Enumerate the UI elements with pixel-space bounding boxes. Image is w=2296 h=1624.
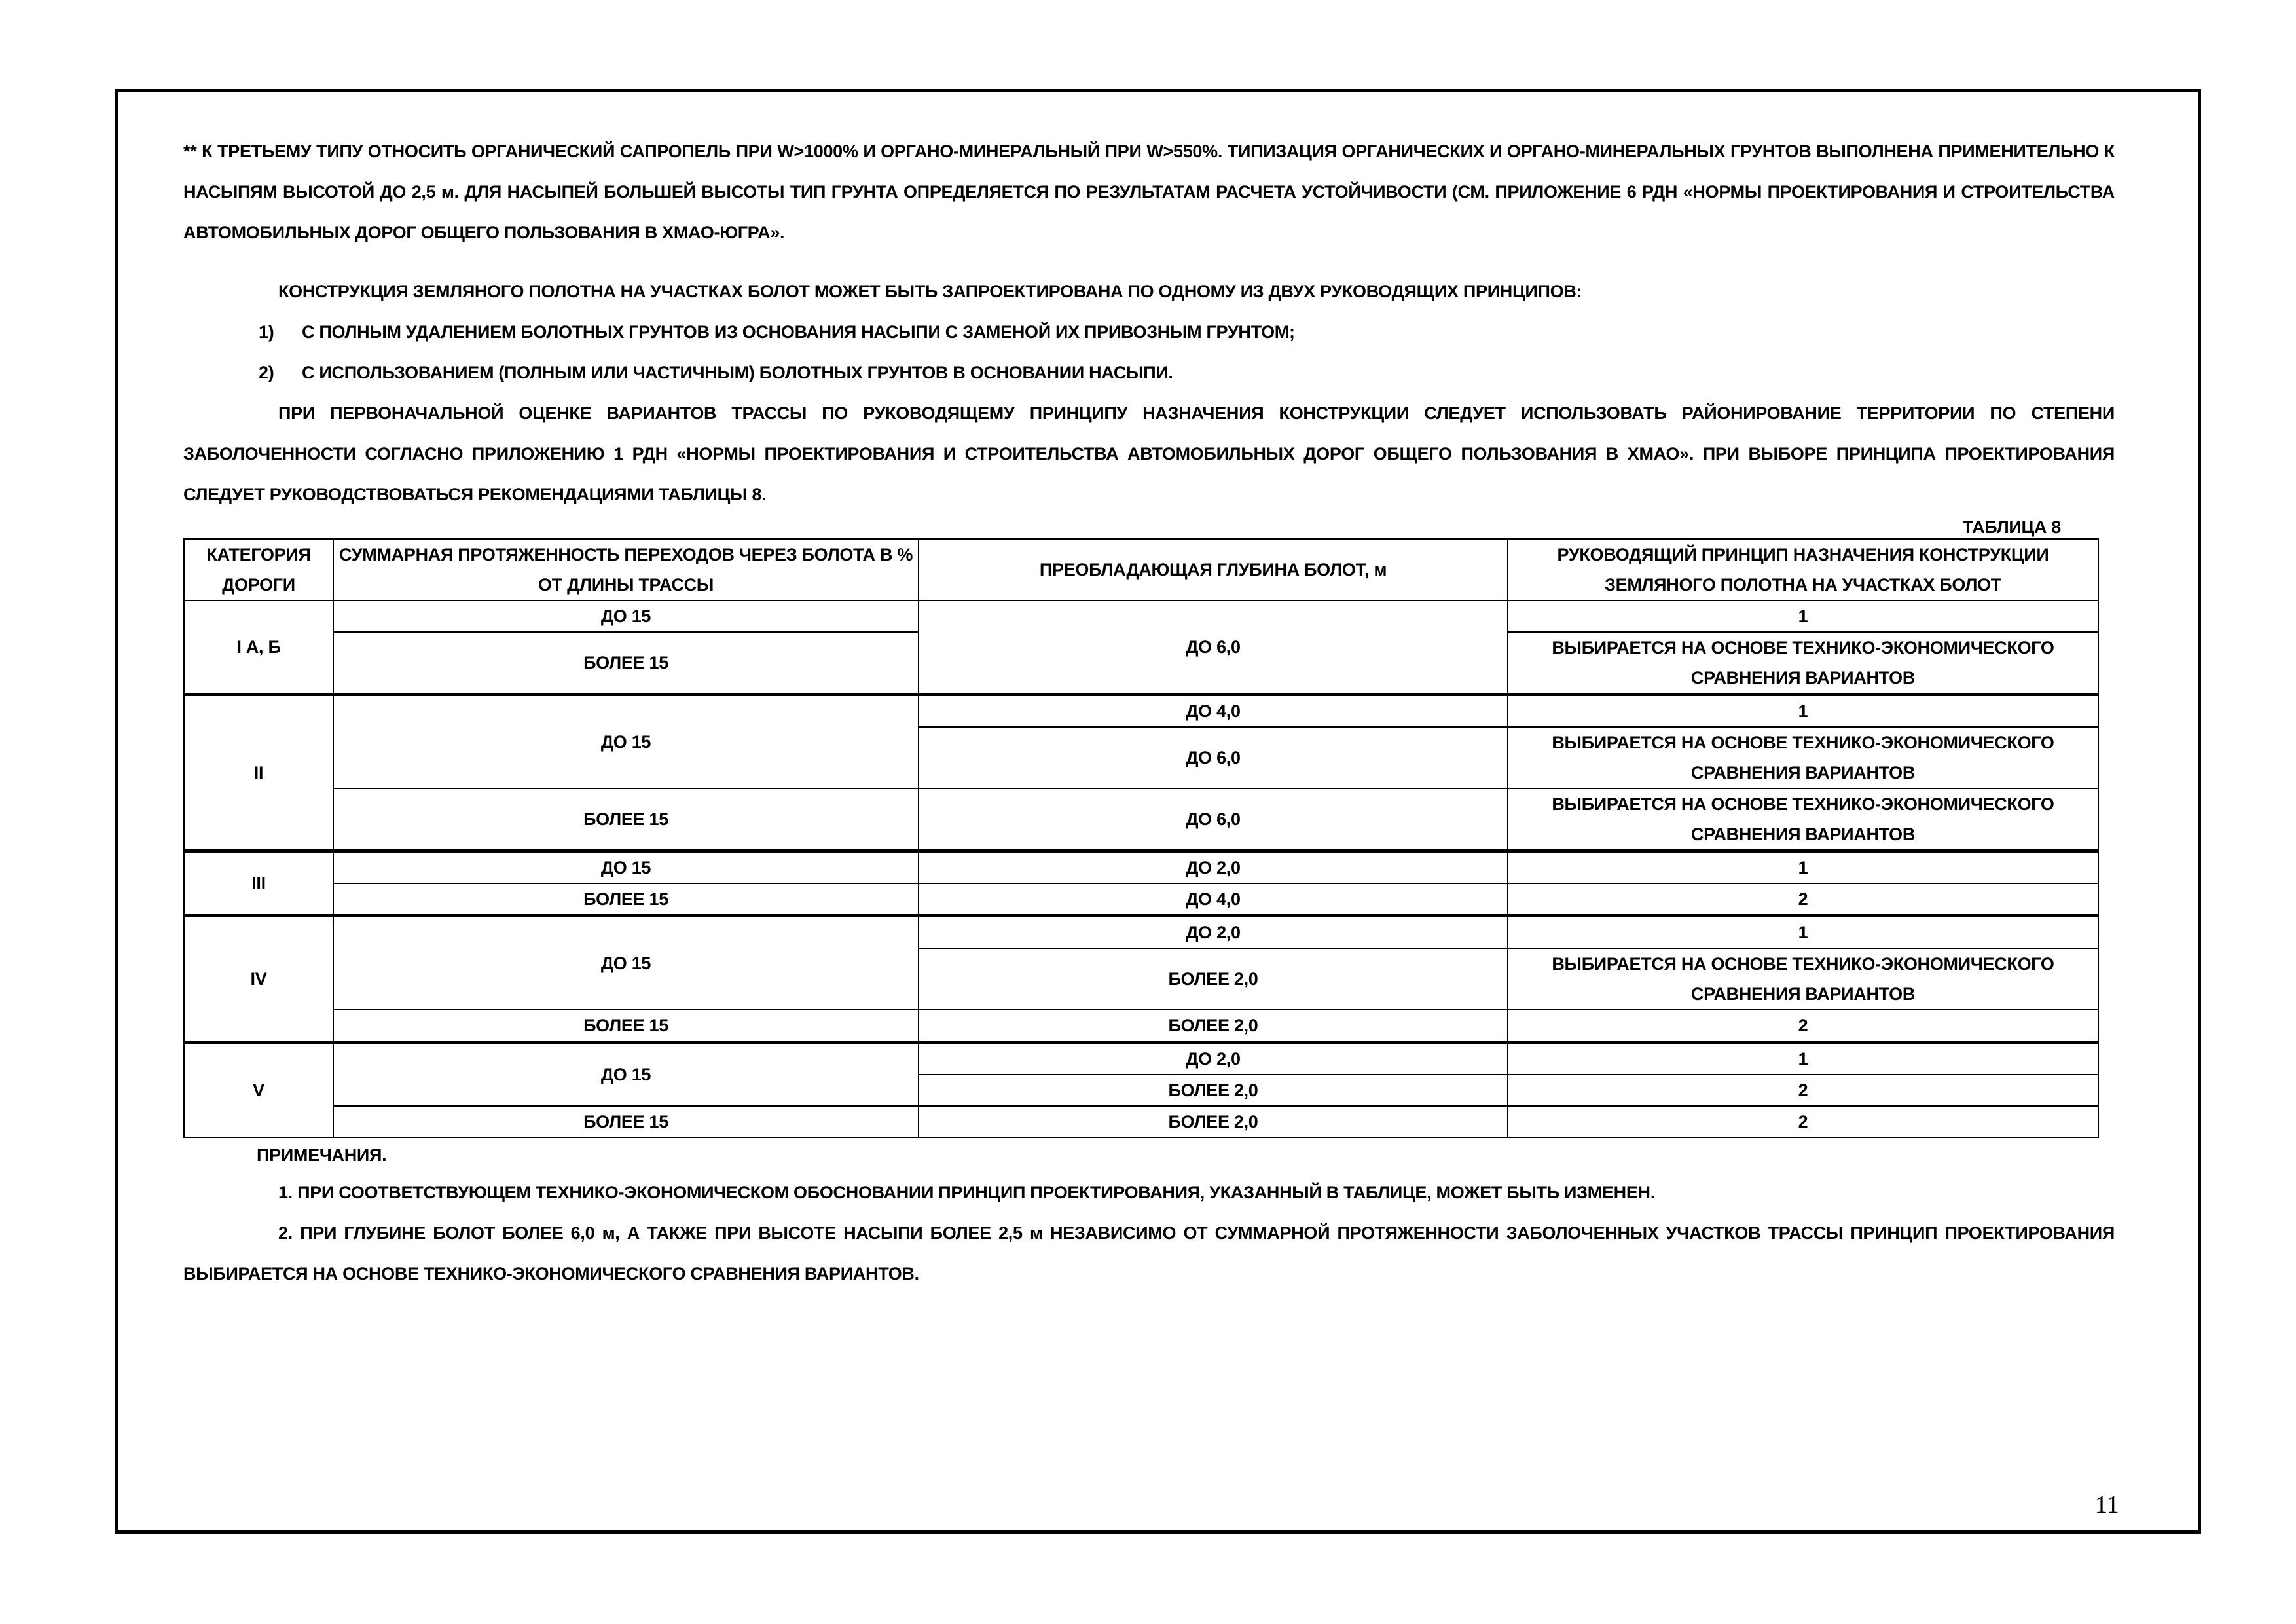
cell-depth: БОЛЕЕ 2,0 — [919, 1010, 1508, 1043]
cell-category: V — [184, 1043, 333, 1138]
cell-category: IV — [184, 916, 333, 1043]
cell-principle: ВЫБИРАЕТСЯ НА ОСНОВЕ ТЕХНИКО-ЭКОНОМИЧЕСКОГО СРАВНЕНИЯ ВАРИАНТОВ — [1508, 727, 2098, 788]
cell-depth: БОЛЕЕ 2,0 — [919, 1106, 1508, 1137]
cell-depth: ДО 2,0 — [919, 1043, 1508, 1075]
notes-title: ПРИМЕЧАНИЯ. — [257, 1145, 387, 1165]
cell-principle: 2 — [1508, 1075, 2098, 1106]
cell-length: БОЛЕЕ 15 — [333, 1106, 919, 1137]
header-length: СУММАРНАЯ ПРОТЯЖЕННОСТЬ ПЕРЕХОДОВ ЧЕРЕЗ БОЛОТА В % ОТ ДЛИНЫ ТРАССЫ — [333, 539, 919, 600]
cell-depth: ДО 4,0 — [919, 883, 1508, 916]
cell-depth: БОЛЕЕ 2,0 — [919, 948, 1508, 1010]
cell-principle: ВЫБИРАЕТСЯ НА ОСНОВЕ ТЕХНИКО-ЭКОНОМИЧЕСКОГО СРАВНЕНИЯ ВАРИАНТОВ — [1508, 788, 2098, 851]
cell-principle: ВЫБИРАЕТСЯ НА ОСНОВЕ ТЕХНИКО-ЭКОНОМИЧЕСКОГО СРАВНЕНИЯ ВАРИАНТОВ — [1508, 948, 2098, 1010]
principles-intro: КОНСТРУКЦИЯ ЗЕМЛЯНОГО ПОЛОТНА НА УЧАСТКАХ БОЛОТ МОЖЕТ БЫТЬ ЗАПРОЕКТИРОВАНА ПО ОДНОМУ ИЗ ДВУХ РУКОВОДЯЩИХ ПРИНЦИПОВ: — [278, 282, 1582, 301]
header-category: КАТЕГОРИЯ ДОРОГИ — [184, 539, 333, 600]
cell-principle: ВЫБИРАЕТСЯ НА ОСНОВЕ ТЕХНИКО-ЭКОНОМИЧЕСКОГО СРАВНЕНИЯ ВАРИАНТОВ — [1508, 632, 2098, 695]
table-row — [184, 695, 2098, 728]
cell-length: ДО 15 — [333, 695, 919, 789]
cell-principle: 2 — [1508, 1106, 2098, 1137]
cell-length: БОЛЕЕ 15 — [333, 632, 919, 695]
cell-length: ДО 15 — [333, 851, 919, 884]
cell-category: II — [184, 695, 333, 851]
cell-depth: ДО 6,0 — [919, 600, 1508, 695]
principle-item-2 — [183, 352, 2115, 393]
cell-length: БОЛЕЕ 15 — [333, 788, 919, 851]
table-header-row — [184, 539, 2098, 600]
table-row — [184, 1043, 2098, 1075]
cell-depth: ДО 2,0 — [919, 851, 1508, 884]
table-row — [184, 851, 2098, 884]
cell-length: ДО 15 — [333, 1043, 919, 1107]
principle-num: 2) — [259, 363, 274, 382]
cell-length: ДО 15 — [333, 916, 919, 1010]
table-row — [184, 1106, 2098, 1137]
principle-num: 1) — [259, 322, 274, 342]
cell-principle: 1 — [1508, 851, 2098, 884]
cell-length: ДО 15 — [333, 600, 919, 632]
cell-category: I А, Б — [184, 600, 333, 695]
cell-length: БОЛЕЕ 15 — [333, 1010, 919, 1043]
cell-depth: БОЛЕЕ 2,0 — [919, 1075, 1508, 1106]
assessment-paragraph: ПРИ ПЕРВОНАЧАЛЬНОЙ ОЦЕНКЕ ВАРИАНТОВ ТРАССЫ ПО РУКОВОДЯЩЕМУ ПРИНЦИПУ НАЗНАЧЕНИЯ КОНСТРУКЦИИ СЛЕДУЕТ ИСПОЛЬЗОВАТЬ РАЙОНИРОВАНИЕ ТЕРРИТОРИИ ПО СТЕПЕНИ ЗАБОЛОЧЕННОСТИ СОГЛАСНО ПРИЛОЖЕНИЮ 1 РДН «НОРМЫ ПРОЕКТИРОВАНИЯ И СТРОИТЕЛЬСТВА АВТОМОБИЛЬНЫХ ДОРОГ ОБЩЕГО ПОЛЬЗОВАНИЯ В ХМАО». ПРИ ВЫБОРЕ ПРИНЦИПА ПРОЕКТИРОВАНИЯ СЛЕДУЕТ РУКОВОДСТВОВАТЬСЯ РЕКОМЕНДАЦИЯМИ ТАБЛИЦЫ 8. — [183, 403, 2115, 504]
cell-principle: 2 — [1508, 883, 2098, 916]
cell-depth: ДО 4,0 — [919, 695, 1508, 728]
principle-text: С ИСПОЛЬЗОВАНИЕМ (ПОЛНЫМ ИЛИ ЧАСТИЧНЫМ) БОЛОТНЫХ ГРУНТОВ В ОСНОВАНИИ НАСЫПИ. — [302, 363, 1173, 382]
table-row — [184, 1010, 2098, 1043]
table-8 — [183, 538, 2099, 1138]
principle-item-1 — [183, 312, 2115, 352]
cell-principle: 2 — [1508, 1010, 2098, 1043]
header-principle: РУКОВОДЯЩИЙ ПРИНЦИП НАЗНАЧЕНИЯ КОНСТРУКЦИИ ЗЕМЛЯНОГО ПОЛОТНА НА УЧАСТКАХ БОЛОТ — [1508, 539, 2098, 600]
cell-principle: 1 — [1508, 916, 2098, 949]
cell-principle: 1 — [1508, 695, 2098, 728]
note-item-1: 1. ПРИ СООТВЕТСТВУЮЩЕМ ТЕХНИКО-ЭКОНОМИЧЕСКОМ ОБОСНОВАНИИ ПРИНЦИП ПРОЕКТИРОВАНИЯ, УКАЗАННЫЙ В ТАБЛИЦЕ, МОЖЕТ БЫТЬ ИЗМЕНЕН. — [278, 1183, 1655, 1202]
footnote-organic-soil: ** К ТРЕТЬЕМУ ТИПУ ОТНОСИТЬ ОРГАНИЧЕСКИЙ САПРОПЕЛЬ ПРИ W>1000% И ОРГАНО-МИНЕРАЛЬНЫЙ ПРИ W>550%. ТИПИЗАЦИЯ ОРГАНИЧЕСКИХ И ОРГАНО-МИНЕРАЛЬНЫХ ГРУНТОВ ВЫПОЛНЕНА ПРИМЕНИТЕЛЬНО К НАСЫПЯМ ВЫСОТОЙ ДО 2,5 м. ДЛЯ НАСЫПЕЙ БОЛЬШЕЙ ВЫСОТЫ ТИП ГРУНТА ОПРЕДЕЛЯЕТСЯ ПО РЕЗУЛЬТАТАМ РАСЧЕТА УСТОЙЧИВОСТИ (СМ. ПРИЛОЖЕНИЕ 6 РДН «НОРМЫ ПРОЕКТИРОВАНИЯ И СТРОИТЕЛЬСТВА АВТОМОБИЛЬНЫХ ДОРОГ ОБЩЕГО ПОЛЬЗОВАНИЯ В ХМАО-ЮГРА». — [183, 141, 2115, 242]
cell-category: III — [184, 851, 333, 916]
table-row — [184, 600, 2098, 632]
cell-principle: 1 — [1508, 1043, 2098, 1075]
cell-principle: 1 — [1508, 600, 2098, 632]
cell-depth: ДО 2,0 — [919, 916, 1508, 949]
cell-length: БОЛЕЕ 15 — [333, 883, 919, 916]
header-depth: ПРЕОБЛАДАЮЩАЯ ГЛУБИНА БОЛОТ, м — [919, 539, 1508, 600]
table-row — [184, 883, 2098, 916]
page-content — [183, 131, 2115, 1294]
table-caption: ТАБЛИЦА 8 — [1962, 517, 2061, 537]
table-row — [184, 788, 2098, 851]
table-row — [184, 916, 2098, 949]
cell-depth: ДО 6,0 — [919, 788, 1508, 851]
page-number: 11 — [2095, 1491, 2119, 1519]
note-item-2: 2. ПРИ ГЛУБИНЕ БОЛОТ БОЛЕЕ 6,0 м, А ТАКЖЕ ПРИ ВЫСОТЕ НАСЫПИ БОЛЕЕ 2,5 м НЕЗАВИСИМО ОТ СУММАРНОЙ ПРОТЯЖЕННОСТИ ЗАБОЛОЧЕННЫХ УЧАСТКОВ ТРАССЫ ПРИНЦИП ПРОЕКТИРОВАНИЯ ВЫБИРАЕТСЯ НА ОСНОВЕ ТЕХНИКО-ЭКОНОМИЧЕСКОГО СРАВНЕНИЯ ВАРИАНТОВ. — [183, 1223, 2115, 1283]
principle-text: С ПОЛНЫМ УДАЛЕНИЕМ БОЛОТНЫХ ГРУНТОВ ИЗ ОСНОВАНИЯ НАСЫПИ С ЗАМЕНОЙ ИХ ПРИВОЗНЫМ ГРУНТОМ; — [302, 322, 1295, 342]
cell-depth: ДО 6,0 — [919, 727, 1508, 788]
